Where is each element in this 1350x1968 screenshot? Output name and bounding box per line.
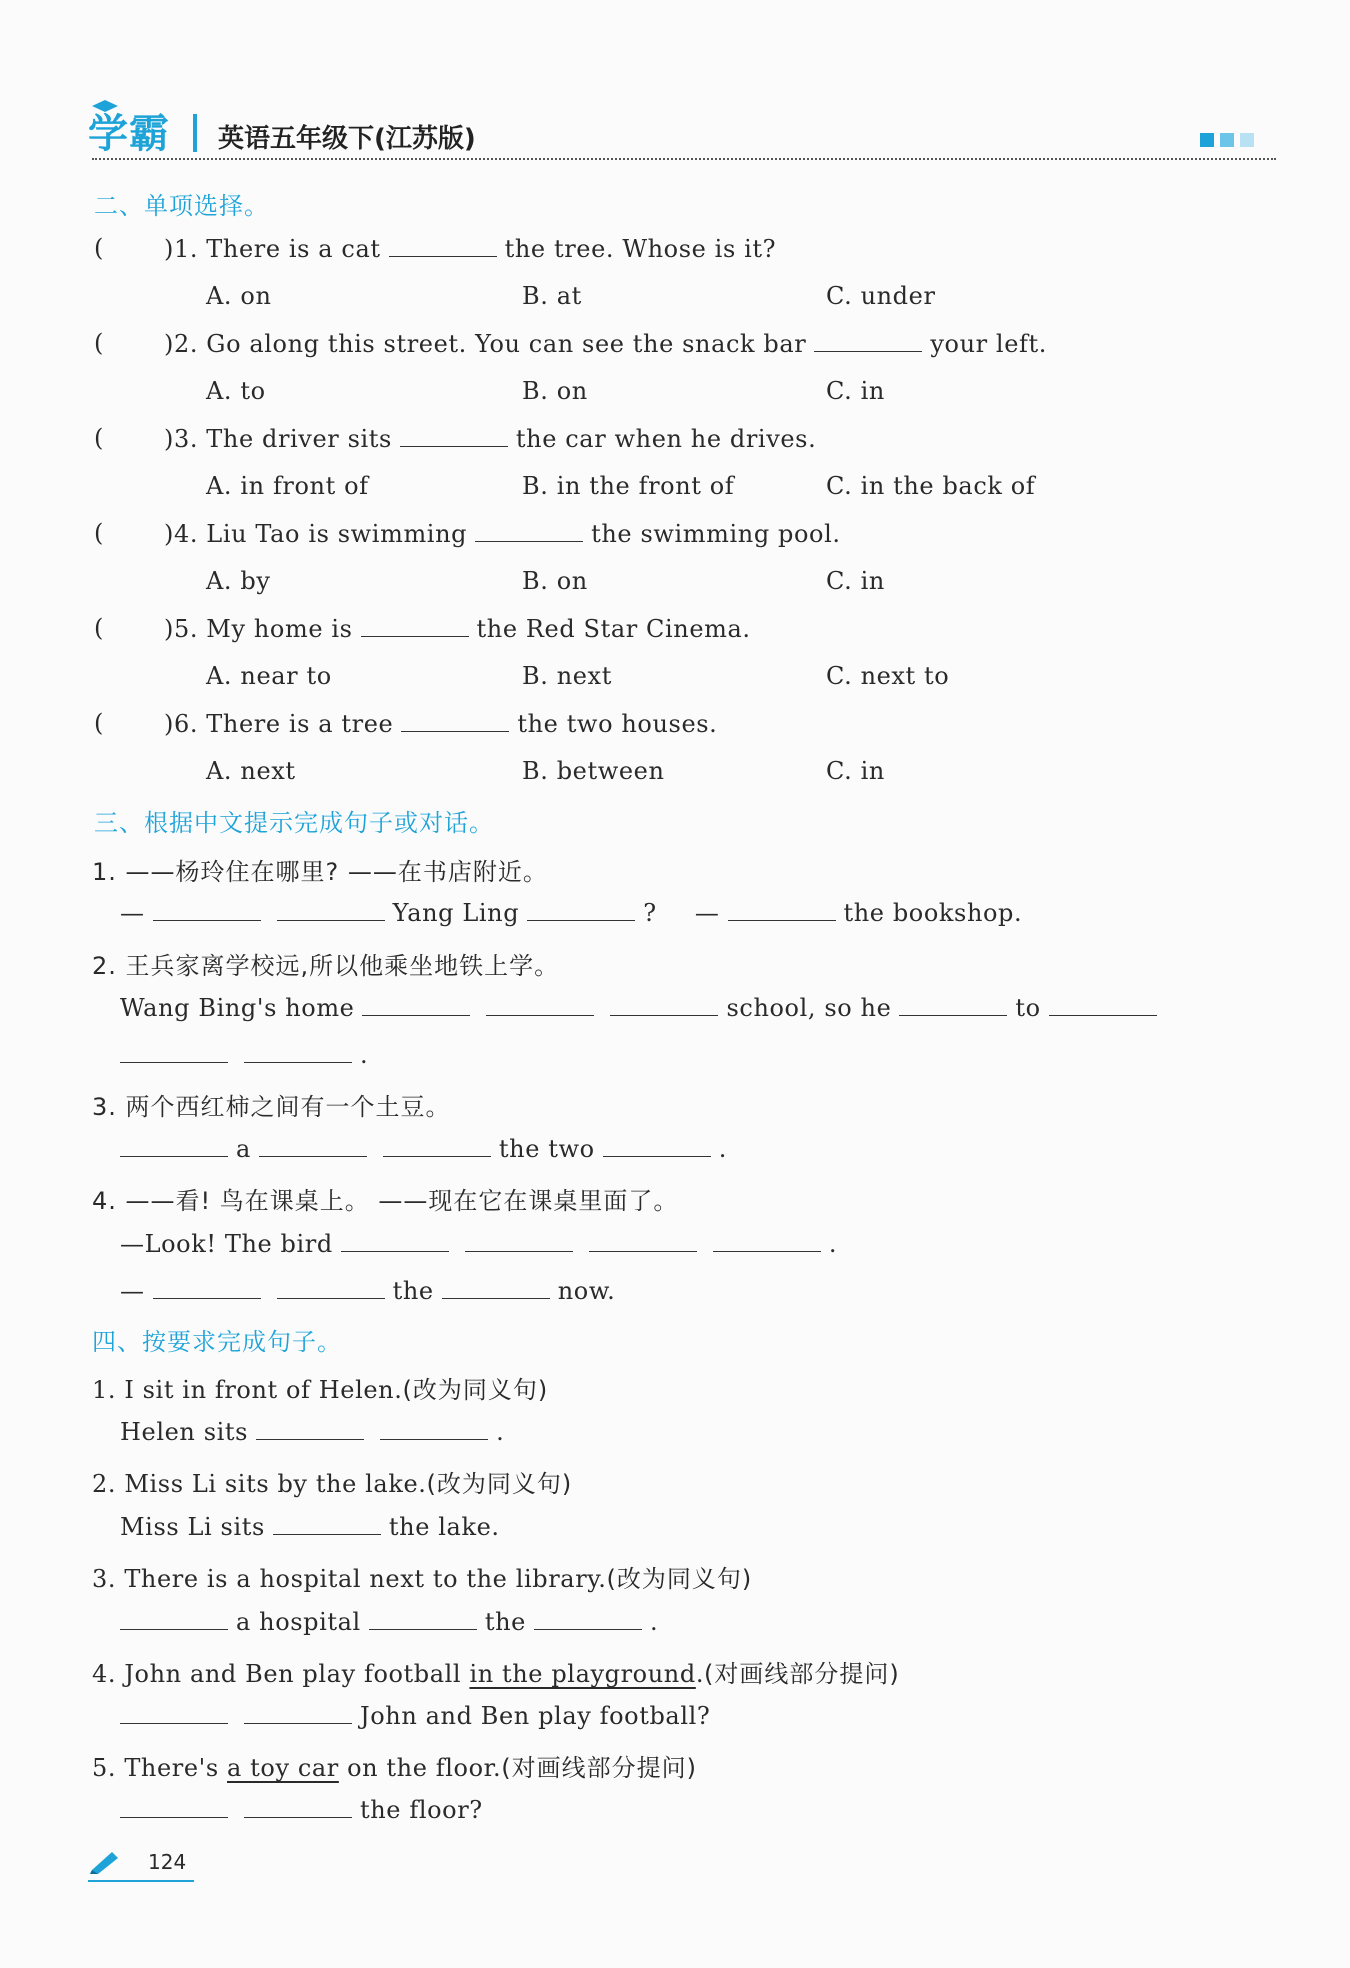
rewrite-answer-2: Miss Li sits the lake. bbox=[120, 1513, 500, 1541]
rewrite-question-1: 1. I sit in front of Helen.(改为同义句) bbox=[92, 1376, 549, 1404]
brand-logo: 学霸 bbox=[88, 111, 170, 157]
answer-blank[interactable] bbox=[369, 1607, 477, 1630]
option-c: C. in bbox=[826, 377, 885, 405]
fill-line-2b: . bbox=[112, 1040, 368, 1069]
answer-blank[interactable] bbox=[120, 1701, 228, 1724]
answer-blank[interactable] bbox=[361, 614, 469, 637]
rewrite-question-2: 2. Miss Li sits by the lake.(改为同义句) bbox=[92, 1470, 573, 1498]
answer-paren: ( bbox=[94, 329, 104, 357]
answer-blank[interactable] bbox=[120, 1040, 228, 1063]
answer-blank[interactable] bbox=[899, 993, 1007, 1016]
underlined-phrase: in the playground bbox=[469, 1660, 696, 1688]
answer-blank[interactable] bbox=[486, 993, 594, 1016]
option-b: B. on bbox=[522, 377, 588, 405]
answer-blank[interactable] bbox=[610, 993, 718, 1016]
prompt-chinese-4: 4. ——看! 鸟在课桌上。 ——现在它在课桌里面了。 bbox=[92, 1187, 679, 1215]
header-square-1 bbox=[1200, 133, 1214, 147]
answer-blank[interactable] bbox=[153, 898, 261, 921]
mc-question-6: )6. There is a tree the two houses. bbox=[164, 710, 718, 738]
answer-blank[interactable] bbox=[362, 993, 470, 1016]
option-c: C. under bbox=[826, 282, 936, 310]
answer-blank[interactable] bbox=[527, 898, 635, 921]
option-a: A. by bbox=[206, 567, 271, 595]
header-divider bbox=[92, 158, 1276, 160]
rewrite-question-5: 5. There's a toy car on the floor.(对画线部分提问) bbox=[92, 1754, 698, 1782]
answer-blank[interactable] bbox=[244, 1795, 352, 1818]
answer-blank[interactable] bbox=[120, 1134, 228, 1157]
option-b: B. next bbox=[522, 662, 612, 690]
answer-paren: ( bbox=[94, 519, 104, 547]
answer-blank[interactable] bbox=[442, 1276, 550, 1299]
section-heading-2: 二、单项选择。 bbox=[94, 192, 269, 220]
answer-blank[interactable] bbox=[153, 1276, 261, 1299]
rewrite-answer-3: a hospital the . bbox=[112, 1607, 658, 1636]
answer-blank[interactable] bbox=[713, 1229, 821, 1252]
answer-blank[interactable] bbox=[534, 1607, 642, 1630]
rewrite-answer-5: the floor? bbox=[112, 1795, 483, 1824]
fill-line-2: Wang Bing's home school, so he to bbox=[120, 993, 1165, 1022]
section-heading-4: 四、按要求完成句子。 bbox=[92, 1328, 342, 1356]
answer-blank[interactable] bbox=[728, 898, 836, 921]
prompt-chinese-3: 3. 两个西红柿之间有一个土豆。 bbox=[92, 1093, 451, 1121]
rewrite-question-3: 3. There is a hospital next to the library.(改为同义句) bbox=[92, 1565, 753, 1593]
answer-paren: ( bbox=[94, 614, 104, 642]
book-title: 英语五年级下(江苏版) bbox=[218, 124, 476, 154]
answer-blank[interactable] bbox=[341, 1229, 449, 1252]
answer-blank[interactable] bbox=[1049, 993, 1157, 1016]
answer-blank[interactable] bbox=[589, 1229, 697, 1252]
pencil-icon bbox=[88, 1848, 120, 1874]
option-c: C. in bbox=[826, 567, 885, 595]
header-square-3 bbox=[1240, 133, 1254, 147]
answer-paren: ( bbox=[94, 234, 104, 262]
option-a: A. in front of bbox=[206, 472, 369, 500]
answer-blank[interactable] bbox=[259, 1134, 367, 1157]
fill-line-1: — Yang Ling ? — the bookshop. bbox=[120, 899, 1023, 927]
mc-question-2: )2. Go along this street. You can see the snack bar your left. bbox=[164, 330, 1047, 358]
mc-question-3: )3. The driver sits the car when he drives. bbox=[164, 425, 817, 453]
answer-blank[interactable] bbox=[465, 1229, 573, 1252]
option-c: C. in the back of bbox=[826, 472, 1036, 500]
fill-line-4b: — the now. bbox=[120, 1277, 616, 1305]
answer-paren: ( bbox=[94, 709, 104, 737]
fill-line-3: a the two . bbox=[112, 1134, 727, 1163]
answer-blank[interactable] bbox=[603, 1134, 711, 1157]
answer-blank[interactable] bbox=[244, 1040, 352, 1063]
rewrite-answer-4: John and Ben play football? bbox=[112, 1701, 710, 1730]
answer-blank[interactable] bbox=[475, 519, 583, 542]
mc-question-4: )4. Liu Tao is swimming the swimming pool. bbox=[164, 520, 841, 548]
option-b: B. in the front of bbox=[522, 472, 735, 500]
header-square-2 bbox=[1220, 133, 1234, 147]
answer-blank[interactable] bbox=[383, 1134, 491, 1157]
option-a: A. near to bbox=[206, 662, 332, 690]
mc-question-5: )5. My home is the Red Star Cinema. bbox=[164, 615, 751, 643]
option-b: B. between bbox=[522, 757, 665, 785]
prompt-chinese-1: 1. ——杨玲住在哪里? ——在书店附近。 bbox=[92, 858, 548, 886]
option-a: A. next bbox=[206, 757, 296, 785]
option-c: C. in bbox=[826, 757, 885, 785]
logo-divider bbox=[193, 114, 197, 152]
option-c: C. next to bbox=[826, 662, 950, 690]
answer-blank[interactable] bbox=[244, 1701, 352, 1724]
page-number: 124 bbox=[148, 1850, 187, 1874]
rewrite-question-4: 4. John and Ben play football in the playground.(对画线部分提问) bbox=[92, 1660, 900, 1688]
rewrite-answer-1: Helen sits . bbox=[120, 1418, 505, 1446]
answer-blank[interactable] bbox=[401, 709, 509, 732]
answer-blank[interactable] bbox=[814, 329, 922, 352]
footer-underline bbox=[88, 1880, 194, 1882]
answer-blank[interactable] bbox=[400, 424, 508, 447]
answer-blank[interactable] bbox=[389, 234, 497, 257]
answer-blank[interactable] bbox=[120, 1607, 228, 1630]
answer-blank[interactable] bbox=[256, 1417, 364, 1440]
underlined-phrase: a toy car bbox=[227, 1754, 339, 1782]
prompt-chinese-2: 2. 王兵家离学校远,所以他乘坐地铁上学。 bbox=[92, 952, 560, 980]
answer-blank[interactable] bbox=[120, 1795, 228, 1818]
answer-blank[interactable] bbox=[273, 1512, 381, 1535]
fill-line-4: —Look! The bird . bbox=[120, 1230, 838, 1258]
mc-question-1: )1. There is a cat the tree. Whose is it? bbox=[164, 235, 777, 263]
answer-blank[interactable] bbox=[277, 898, 385, 921]
answer-blank[interactable] bbox=[380, 1417, 488, 1440]
option-a: A. on bbox=[206, 282, 272, 310]
option-a: A. to bbox=[206, 377, 266, 405]
option-b: B. on bbox=[522, 567, 588, 595]
option-b: B. at bbox=[522, 282, 582, 310]
answer-paren: ( bbox=[94, 424, 104, 452]
section-heading-3: 三、根据中文提示完成句子或对话。 bbox=[94, 809, 494, 837]
answer-blank[interactable] bbox=[277, 1276, 385, 1299]
